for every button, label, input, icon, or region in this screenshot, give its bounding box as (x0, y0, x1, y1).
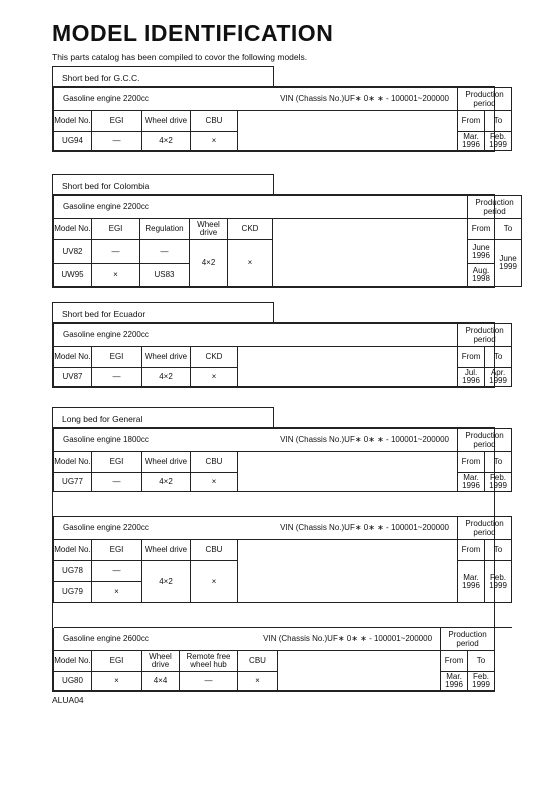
model-cell: UG79 (54, 582, 92, 603)
from-cell: Jul. 1996 (458, 368, 485, 387)
header-row (54, 111, 512, 132)
production-period-header: Production period (458, 324, 512, 347)
ckd-cell: × (228, 240, 273, 287)
header-row (54, 651, 495, 672)
wheel-cell: 4×2 (190, 240, 228, 287)
col-from: From (458, 452, 485, 473)
egi-cell: — (92, 132, 142, 151)
col-to: To (468, 651, 495, 672)
col-from: From (458, 347, 485, 368)
engine-label: Gasoline engine 2200cc (54, 517, 191, 540)
col-wheel-drive: Wheel drive (142, 651, 180, 672)
table-ecuador (52, 322, 507, 388)
col-model-no: Model No. (54, 347, 92, 368)
vin-range: VIN (Chassis No.)UF∗ 0∗ ∗ - 100001~200000 (191, 88, 458, 111)
model-cell: UG80 (54, 672, 92, 691)
col-from: From (468, 219, 495, 240)
section-tab-general: Long bed for General (52, 407, 274, 427)
page-title: MODEL IDENTIFICATION (52, 20, 334, 46)
col-wheel-drive: Wheel drive (142, 540, 191, 561)
table-general (52, 427, 507, 692)
col-wheel-drive: Wheel drive (142, 347, 191, 368)
engine-label: Gasoline engine 2200cc (54, 88, 191, 111)
engine-label: Gasoline engine 2200cc (54, 324, 458, 347)
cbu-cell: × (191, 473, 238, 492)
cbu-cell: × (191, 561, 238, 603)
col-cbu: CBU (238, 651, 278, 672)
col-to: To (485, 452, 512, 473)
egi-cell: — (92, 561, 142, 582)
engine-row-2600 (54, 628, 495, 651)
to-cell: June 1999 (495, 240, 522, 287)
from-cell: June 1996 (468, 240, 495, 264)
col-from: From (458, 111, 485, 132)
model-cell: UV82 (54, 240, 92, 264)
col-egi: EGI (92, 111, 142, 132)
col-cbu: CBU (191, 111, 238, 132)
table-row (54, 561, 512, 582)
page-subtitle: This parts catalog has been compiled to covor the following models. (52, 52, 308, 62)
model-cell: UG94 (54, 132, 92, 151)
col-to: To (485, 111, 512, 132)
engine-label: Gasoline engine 2200cc (54, 196, 468, 219)
production-period-header: Production period (441, 628, 495, 651)
production-period-header: Production period (458, 88, 512, 111)
engine-row (54, 324, 512, 347)
table-row (54, 132, 512, 151)
production-period-header: Production period (468, 196, 522, 219)
header-row (54, 540, 512, 561)
engine-row (54, 196, 522, 219)
vin-range: VIN (Chassis No.)UF∗ 0∗ ∗ - 100001~200000 (180, 628, 441, 651)
engine-row-1800 (54, 429, 512, 452)
header-row (54, 219, 522, 240)
model-cell: UG78 (54, 561, 92, 582)
egi-cell: — (92, 368, 142, 387)
cbu-cell: × (191, 132, 238, 151)
to-cell: Feb. 1999 (485, 473, 512, 492)
egi-cell: × (92, 264, 140, 287)
section-tab-colombia: Short bed for Colombia (52, 174, 274, 194)
header-row (54, 452, 512, 473)
col-cbu: CBU (191, 540, 238, 561)
to-cell: Feb. 1999 (485, 132, 512, 151)
col-from: From (441, 651, 468, 672)
model-cell: UG77 (54, 473, 92, 492)
header-row (54, 347, 512, 368)
col-egi: EGI (92, 540, 142, 561)
col-cbu: CBU (191, 452, 238, 473)
col-to: To (495, 219, 522, 240)
col-remote-free-wheel-hub: Remote free wheel hub (180, 651, 238, 672)
production-period-header: Production period (458, 517, 512, 540)
table-row (54, 473, 512, 492)
footer-code: ALUA04 (52, 695, 84, 705)
from-cell: Mar. 1996 (458, 132, 485, 151)
col-wheel-drive: Wheel drive (142, 452, 191, 473)
table-row (54, 368, 512, 387)
col-model-no: Model No. (54, 651, 92, 672)
remote-cell: — (180, 672, 238, 691)
table-colombia (52, 194, 517, 288)
wheel-cell: 4×4 (142, 672, 180, 691)
col-egi: EGI (92, 452, 142, 473)
vin-range: VIN (Chassis No.)UF∗ 0∗ ∗ - 100001~200000 (191, 517, 458, 540)
table-row (54, 672, 495, 691)
to-cell: Apr. 1999 (485, 368, 512, 387)
engine-row (54, 88, 512, 111)
from-cell: Mar. 1996 (458, 561, 485, 603)
wheel-cell: 4×2 (142, 132, 191, 151)
wheel-cell: 4×2 (142, 561, 191, 603)
col-regulation: Regulation (140, 219, 190, 240)
model-cell: UW95 (54, 264, 92, 287)
col-model-no: Model No. (54, 452, 92, 473)
col-model-no: Model No. (54, 540, 92, 561)
col-wheel-drive: Wheel drive (190, 219, 228, 240)
ckd-cell: × (191, 368, 238, 387)
col-ckd: CKD (228, 219, 273, 240)
regulation-cell: US83 (140, 264, 190, 287)
section-tab-ecuador: Short bed for Ecuador (52, 302, 274, 322)
from-cell: Aug. 1998 (468, 264, 495, 287)
table-gcc (52, 86, 507, 152)
engine-label: Gasoline engine 2600cc (54, 628, 180, 651)
to-cell: Feb. 1999 (485, 561, 512, 603)
engine-label: Gasoline engine 1800cc (54, 429, 191, 452)
cbu-cell: × (238, 672, 278, 691)
to-cell: Feb. 1999 (468, 672, 495, 691)
from-cell: Mar. 1996 (458, 473, 485, 492)
col-egi: EGI (92, 347, 142, 368)
egi-cell: — (92, 473, 142, 492)
col-model-no: Model No. (54, 219, 92, 240)
model-cell: UV87 (54, 368, 92, 387)
col-ckd: CKD (191, 347, 238, 368)
section-tab-gcc: Short bed for G.C.C. (52, 66, 274, 86)
egi-cell: × (92, 582, 142, 603)
egi-cell: — (92, 240, 140, 264)
engine-row-2200 (54, 517, 512, 540)
col-to: To (485, 347, 512, 368)
vin-range: VIN (Chassis No.)UF∗ 0∗ ∗ - 100001~200000 (191, 429, 458, 452)
col-wheel-drive: Wheel drive (142, 111, 191, 132)
regulation-cell: — (140, 240, 190, 264)
egi-cell: × (92, 672, 142, 691)
col-egi: EGI (92, 219, 140, 240)
wheel-cell: 4×2 (142, 368, 191, 387)
production-period-header: Production period (458, 429, 512, 452)
col-egi: EGI (92, 651, 142, 672)
wheel-cell: 4×2 (142, 473, 191, 492)
col-model-no: Model No. (54, 111, 92, 132)
from-cell: Mar. 1996 (441, 672, 468, 691)
col-from: From (458, 540, 485, 561)
col-to: To (485, 540, 512, 561)
table-row (54, 240, 522, 264)
